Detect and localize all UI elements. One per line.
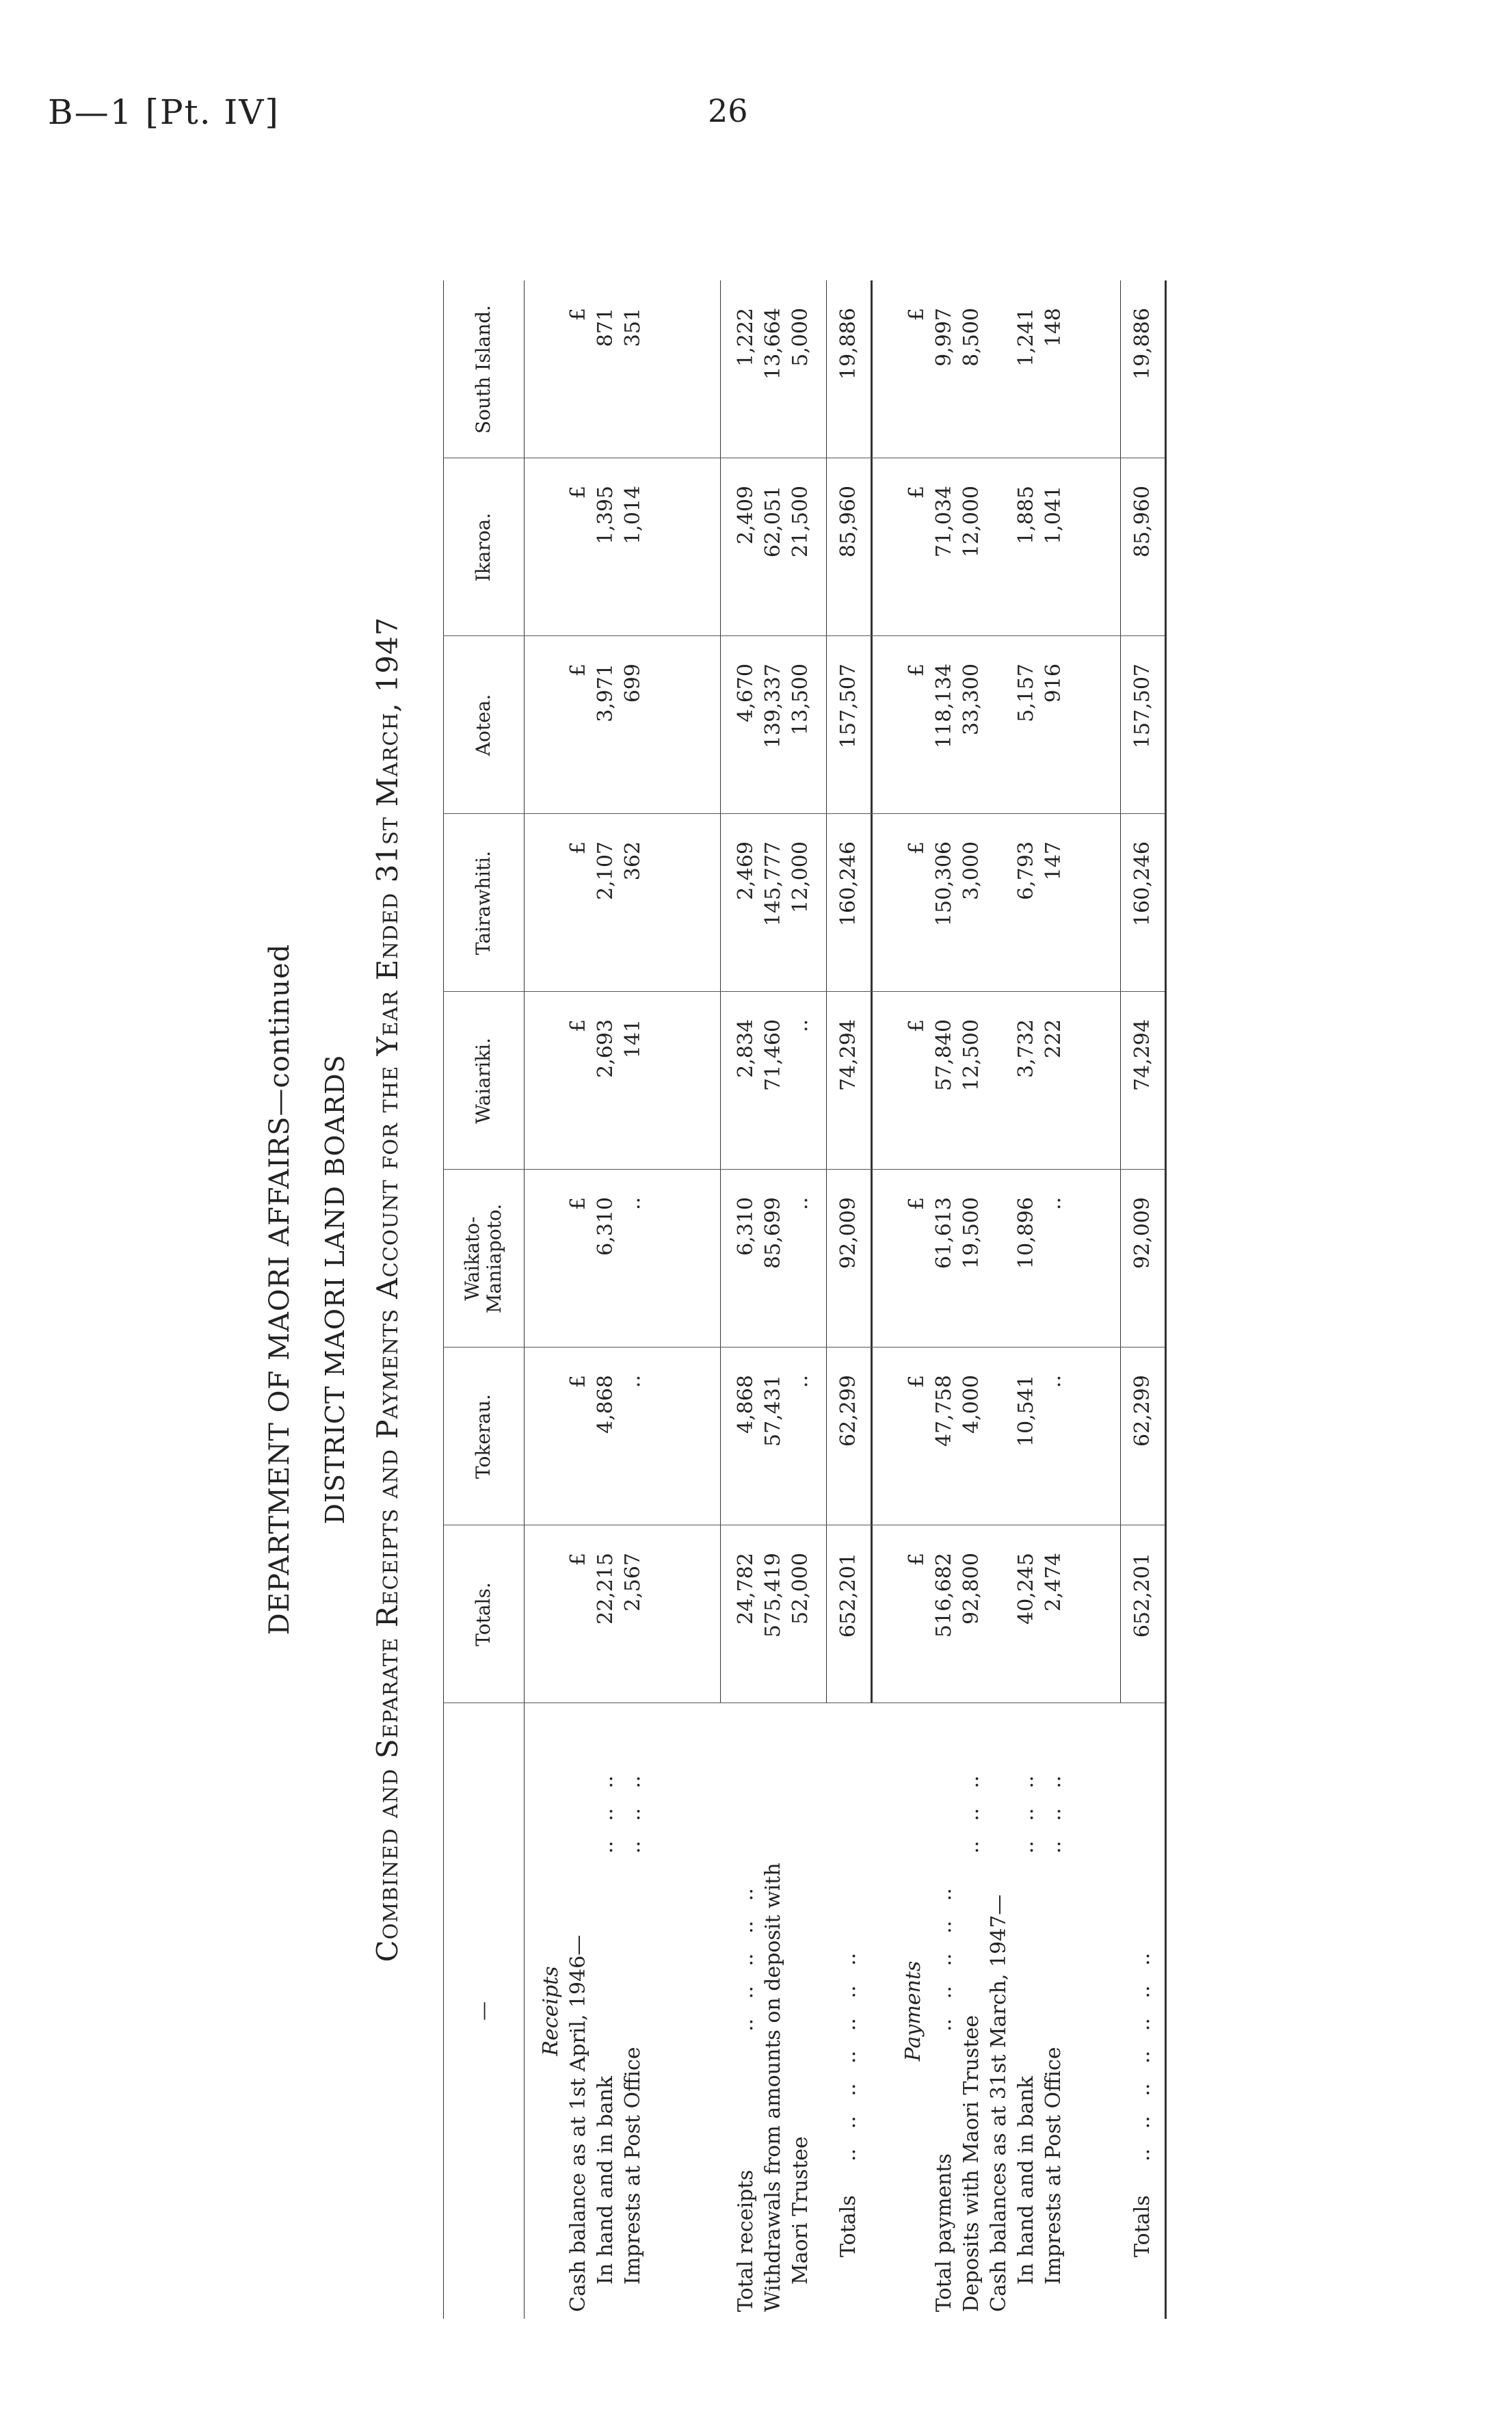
table-cell: 10,896 [1014,1197,1038,1269]
currency-symbol: £ [905,486,929,499]
table-cell: 139,337 [761,663,785,749]
currency-symbol: £ [905,1553,929,1566]
table-cell: 62,299 [1130,1375,1154,1447]
table-cell: 2,469 [734,841,758,900]
table-cell: 2,409 [734,486,758,544]
currency-symbol: £ [566,1553,590,1566]
table-cell: 12,500 [959,1019,983,1091]
table-cell: 40,245 [1014,1553,1038,1625]
document-reference: B—1 [Pt. IV] [48,92,280,132]
currency-symbol: £ [905,1375,929,1389]
table-cell: 2,474 [1042,1553,1065,1612]
currency-symbol: £ [566,663,590,677]
table-cell: 916 [1042,663,1065,703]
currency-symbol: £ [566,1019,590,1033]
table-cell: 4,000 [959,1375,983,1434]
totals-rule-top [826,280,827,1703]
table-cell: 871 [594,308,618,347]
receipts-heading: Receipts [539,1966,563,2056]
totals-rule-bottom [871,280,873,1703]
table-cell: 13,500 [788,663,812,735]
payments-heading: Payments [901,1960,925,2062]
table-cell: 62,051 [761,486,785,557]
col-head-aotea: Aotea. [471,694,494,757]
table-cell: 4,670 [734,663,758,722]
row-label: Imprests at Post Office [1042,2047,1065,2285]
row-label: In hand and in bank [594,2076,618,2285]
table-cell: 516,682 [932,1553,956,1638]
table-cell: 351 [621,308,645,347]
table-bottom-rule [1165,280,1167,2319]
table-cell: 6,793 [1014,841,1038,900]
table-cell: 1,222 [734,308,758,367]
table-cell: 147 [1042,841,1065,881]
table-cell: 85,960 [1130,486,1154,557]
column-rule [443,813,1165,814]
table-cell: 3,971 [594,663,618,722]
rotated-page-content [264,246,1221,2332]
row-label: Maori Trustee [788,2136,812,2285]
table-cell: 33,300 [959,663,983,735]
col-head-tairawhiti: Tairawhiti. [471,850,494,956]
table-cell: 1,885 [1014,486,1038,544]
col-head-blank: — [471,2001,494,2021]
table-cell: 6,310 [734,1197,758,1256]
table-cell: 145,777 [761,841,785,927]
table-cell: 92,800 [959,1553,983,1625]
table-cell: 74,294 [1130,1019,1154,1091]
payments-totals-rule-top [1120,280,1121,1703]
table-cell: 4,868 [594,1375,618,1434]
table-cell: 57,431 [761,1375,785,1447]
table-cell: 12,000 [788,841,812,913]
page-number: 26 [708,92,748,129]
currency-symbol: £ [566,308,590,321]
table-cell: 12,000 [959,486,983,557]
table-cell: 52,000 [788,1553,812,1625]
table-cell: 3,000 [959,841,983,900]
table-cell: 13,664 [761,308,785,380]
currency-symbol: £ [905,1019,929,1033]
department-title: DEPARTMENT OF MAORI AFFAIRS—continued [264,943,295,1635]
table-cell: 652,201 [836,1553,860,1638]
table-cell: 61,613 [932,1197,956,1269]
table-cell: .. [788,1375,812,1389]
table-cell: 1,014 [621,486,645,544]
table-cell: .. [788,1019,812,1033]
boards-title: DISTRICT MAORI LAND BOARDS [320,1054,350,1525]
row-label: Totals [1130,2195,1154,2257]
currency-symbol: £ [905,1197,929,1211]
table-cell: 19,886 [836,308,860,380]
column-rule [443,1347,1165,1348]
table-cell: 2,567 [621,1553,645,1612]
table-cell: 47,758 [932,1375,956,1447]
row-label: Total payments [932,2153,956,2312]
currency-symbol: £ [566,1197,590,1211]
table-cell: 362 [621,841,645,881]
currency-symbol: £ [566,1375,590,1389]
table-cell: 652,201 [1130,1553,1154,1638]
column-rule [443,635,1165,636]
col-head-waikato: Waikato-Maniapoto. [460,1203,505,1314]
table-cell: 74,294 [836,1019,860,1091]
col-head-south-island: South Island. [471,304,494,434]
table-cell: 150,306 [932,841,956,927]
table-cell: 62,299 [836,1375,860,1447]
table-cell: 21,500 [788,486,812,557]
col-head-tokerau: Tokerau. [471,1394,494,1479]
table-cell: 9,997 [932,308,956,367]
table-cell: 222 [1042,1019,1065,1059]
table-cell: 19,886 [1130,308,1154,380]
table-cell: 575,419 [761,1553,785,1638]
col-head-totals: Totals. [471,1582,494,1646]
table-cell: 71,034 [932,486,956,557]
table-cell: 1,395 [594,486,618,544]
row-label: Deposits with Maori Trustee [959,2014,983,2312]
table-cell: 10,541 [1014,1375,1038,1447]
column-rule [443,991,1165,992]
row-label: Total receipts [734,2170,758,2312]
table-cell: 85,699 [761,1197,785,1269]
row-label: Totals [836,2195,860,2257]
table-cell: 5,000 [788,308,812,367]
table-cell: 157,507 [1130,663,1154,749]
table-cell: 6,310 [594,1197,618,1256]
table-cell: 4,868 [734,1375,758,1434]
row-label: Withdrawals from amounts on deposit with [761,1863,785,2312]
table-cell: .. [1042,1375,1065,1389]
col-head-ikaroa: Ikaroa. [471,512,494,582]
accounts-table: — Totals. Tokerau. Waikato-Maniapoto. Waiariki. Tairawhiti. Aotea. Ikaroa. South Island. Receipts Cash balance as at 1st April, 1946— In hand and in bank .. .. .. Imprests at Post Office .. .. .. Total receipts .. .. .. .. .. Withdrawals from amounts on deposit with Maori Trustee Totals .. .. .. .. .. .. .. Payments Total payments .. .. .. .. .. Deposits with Maori Trustee .. .. .. Cash balances as at 31st March, 1947— In hand and in bank .. .. .. Imprests at Post Office .. .. .. Totals .. .. .. .. .. .. .. £ £ £ £ £ £ £ £ £ £ £ £ £ £ £ £ 22,215 4,868 6,310 2,693 2,107 3,971 1,395 871 2,567 .. .. 141 362 699 1,014 351 24,782 4,868 6,310 2,834 2,469 4,670 2,409 1,222 575,419 57,431 85,699 71,460 145,777 139,337 62,051 13,664 52,000 .. .. .. 12,000 13,500 21,500 5,000 652,201 62,299 92,009 74,294 160,246 157,507 85,960 19,886 516,682 47,758 61,613 57,840 150,306 118,134 71,034 9,997 92,800 4,000 19,500 12,500 3,000 33,300 12,000 8,500 40,245 10,541 10,896 3,732 6,793 5,157 1,885 1,241 2,474 .. .. 222 147 916 1,041 148 652,201 62,299 92,009 74,294 160,246 157,507 85,960 19,886 [443,280,1168,2319]
row-label: Imprests at Post Office [621,2047,645,2285]
table-cell: 160,246 [836,841,860,927]
table-cell: 141 [621,1019,645,1059]
table-cell: 57,840 [932,1019,956,1091]
header-bottom-rule [524,280,525,2319]
currency-symbol: £ [566,486,590,499]
table-cell: 8,500 [959,308,983,367]
column-rule [443,1169,1165,1170]
subtotal-rule [720,280,721,1703]
row-label: Cash balances as at 31st March, 1947— [987,1894,1011,2312]
currency-symbol: £ [905,308,929,321]
table-cell: .. [621,1197,645,1211]
table-cell: .. [1042,1197,1065,1211]
currency-symbol: £ [905,663,929,677]
row-label: Cash balance as at 1st April, 1946— [566,1934,590,2312]
table-cell: 148 [1042,308,1065,347]
table-cell: 1,241 [1014,308,1038,367]
row-label: In hand and in bank [1014,2076,1038,2285]
table-cell: 24,782 [734,1553,758,1625]
table-cell: 22,215 [594,1553,618,1625]
table-cell: 1,041 [1042,486,1065,544]
table-cell: 71,460 [761,1019,785,1091]
currency-symbol: £ [905,841,929,855]
table-cell: 3,732 [1014,1019,1038,1078]
account-title: Combined and Separate Receipts and Payments Account for the Year Ended 31st March, 1947 [371,616,404,1962]
table-cell: 85,960 [836,486,860,557]
table-cell: 92,009 [836,1197,860,1269]
table-cell: 699 [621,663,645,703]
table-cell: 2,107 [594,841,618,900]
col-head-waiariki: Waiariki. [471,1038,494,1124]
table-cell: 157,507 [836,663,860,749]
table-cell: 118,134 [932,663,956,749]
table-cell: 19,500 [959,1197,983,1269]
currency-symbol: £ [566,841,590,855]
table-cell: .. [788,1197,812,1211]
table-cell: 2,834 [734,1019,758,1078]
table-cell: .. [621,1375,645,1389]
table-cell: 2,693 [594,1019,618,1078]
table-cell: 5,157 [1014,663,1038,722]
table-cell: 160,246 [1130,841,1154,927]
table-cell: 92,009 [1130,1197,1154,1269]
